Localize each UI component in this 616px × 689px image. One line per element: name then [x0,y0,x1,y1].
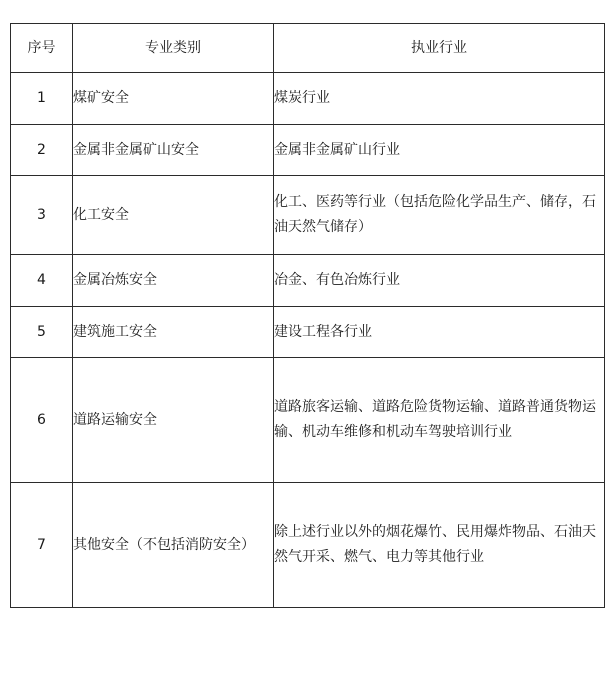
row-industry: 化工、医药等行业（包括危险化学品生产、储存，石油天然气储存） [274,176,605,255]
row-industry: 冶金、有色冶炼行业 [274,255,605,307]
row-number: 7 [11,483,73,608]
header-category: 专业类别 [73,24,274,73]
row-industry: 金属非金属矿山行业 [274,125,605,176]
row-number: 6 [11,358,73,483]
row-category: 煤矿安全 [73,73,274,125]
row-number: 1 [11,73,73,125]
table-header-row [11,24,605,73]
row-number: 4 [11,255,73,307]
row-category: 金属非金属矿山安全 [73,125,274,176]
row-industry: 除上述行业以外的烟花爆竹、民用爆炸物品、石油天然气开采、燃气、电力等其他行业 [274,483,605,608]
table-row [11,307,605,358]
safety-category-table [10,23,605,608]
table-row [11,73,605,125]
row-category: 道路运输安全 [73,358,274,483]
table-row [11,255,605,307]
row-industry: 建设工程各行业 [274,307,605,358]
header-industry: 执业行业 [274,24,605,73]
table-row [11,358,605,483]
row-category: 建筑施工安全 [73,307,274,358]
row-industry: 煤炭行业 [274,73,605,125]
row-category: 其他安全（不包括消防安全） [73,483,274,608]
header-no: 序号 [11,24,73,73]
row-number: 2 [11,125,73,176]
row-category: 金属冶炼安全 [73,255,274,307]
row-number: 3 [11,176,73,255]
row-category: 化工安全 [73,176,274,255]
table-row [11,176,605,255]
table-row [11,483,605,608]
table-row [11,125,605,176]
row-number: 5 [11,307,73,358]
row-industry: 道路旅客运输、道路危险货物运输、道路普通货物运输、机动车维修和机动车驾驶培训行业 [274,358,605,483]
